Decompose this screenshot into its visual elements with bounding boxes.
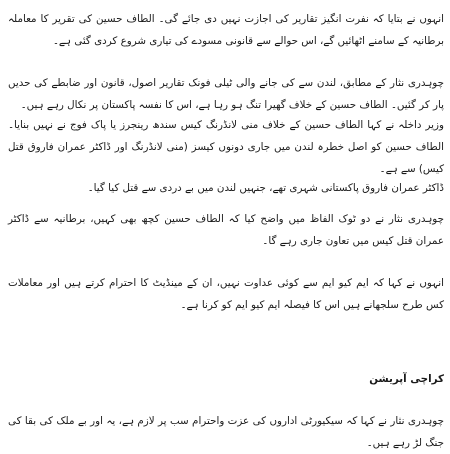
paragraph-money-laundering: وزیر داخلہ نے کہا الطاف حسین کے خلاف منی لانڈرنگ کیس سندھ رینجرز یا پاک فوج نے نہیں بنایا۔ الطاف حسین کو اصل خطرہ لندن میں جاری دونوں کیسز (منی لانڈرنگ اور ڈاکٹر عمران فاروق قتل کیس) سے ہے۔ [8,119,444,175]
paragraph-hate-speech: انہوں نے بتایا کہ نفرت انگیز تقاریر کی اجازت نہیں دی جائے گی۔ الطاف حسین کی تقریر کا معاملہ برطانیہ کے سامنے اٹھائیں گے، اس حوالے سے قانونی مسودے کی تیاری شروع کردی گئی ہے۔ [8,13,444,47]
paragraph-mqm-mandate: انہوں نے کہا کہ ایم کیو ایم سے کوئی عداوت نہیں، ان کے مینڈیٹ کا احترام کرتے ہیں اور معاملات کس طرح سلجھانے ہیں اس کا فیصلہ ایم کیو ایم کو کرنا ہے۔ [8,277,444,311]
section-heading: کراچی آپریشن [369,373,444,385]
paragraph-security-institutions: چوہدری نثار نے کہا کہ سیکیورٹی اداروں کی عزت واحترام سب پر لازم ہے، یہ اور بے ملک کی بقا کی جنگ لڑ رہے ہیں۔ [8,415,444,449]
paragraph-london-speeches: چوہدری نثار کے مطابق، لندن سے کی جانے والی ٹیلی فونک تقاریر اصول، قانون اور ضابطے کی حدیں پار کر گئیں۔ الطاف حسین کے خلاف گھیرا تنگ ہو رہا ہے، اس کا نفسہ پاکستان پر نکال رہے ہیں۔ [8,77,444,111]
paragraph-uk-cooperation: چوہدری نثار نے دو ٹوک الفاظ میں واضح کیا کہ الطاف حسین کچھ بھی کہیں، برطانیہ سے ڈاکٹر عمران قتل کیس میں تعاون جاری رہے گا۔ [8,213,444,247]
paragraph-imran-farooq: ڈاکٹر عمران فاروق پاکستانی شہری تھے، جنہیں لندن میں بے دردی سے قتل کیا گیا۔ [87,182,444,194]
